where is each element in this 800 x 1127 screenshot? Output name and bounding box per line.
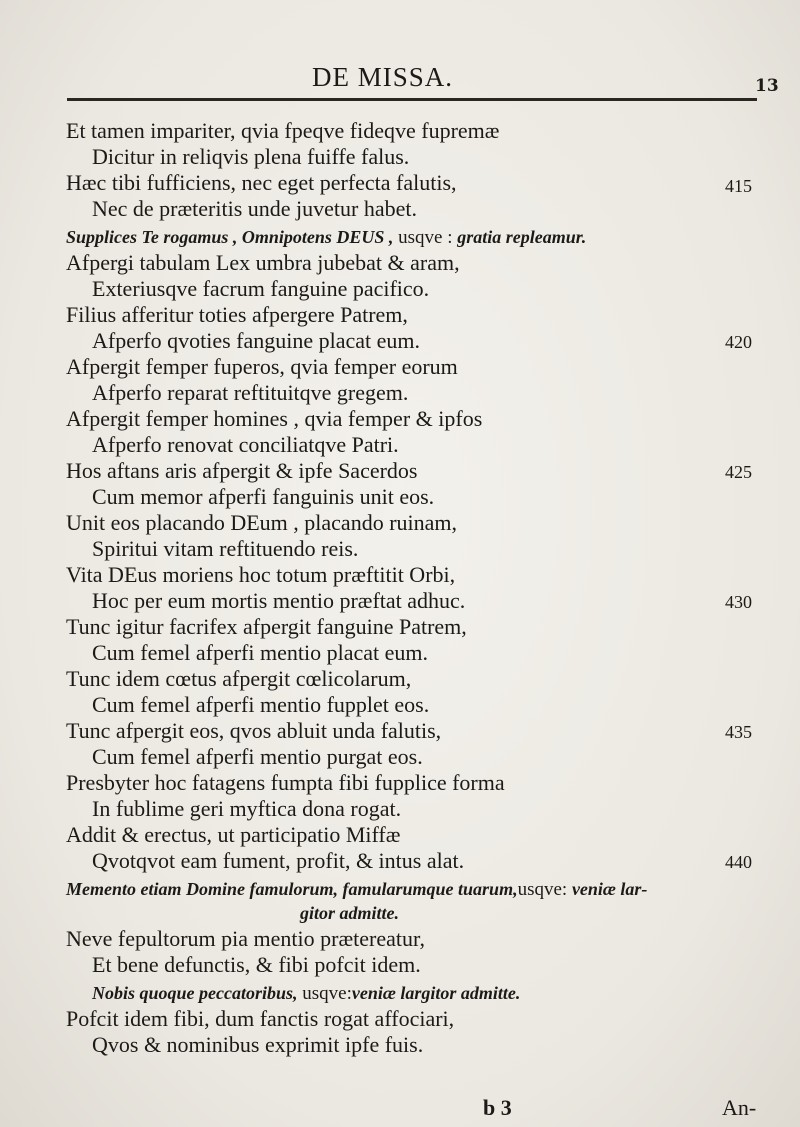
verse-line: Vita DEus moriens hoc totum præftitit Orbi,	[66, 562, 456, 587]
verse-line: Tunc idem cœtus afpergit cœlicolarum,	[66, 666, 412, 691]
header-rule	[67, 98, 757, 101]
verse-line: Spiritui vitam reftituendo reis.	[92, 536, 359, 561]
verse-line: Qvotqvot eam fument, profit, & intus alat.	[92, 848, 465, 873]
verse-line: Nec de præteritis unde juvetur habet.	[92, 196, 418, 221]
rubric-incipit: Memento etiam Domine famulorum, famularumque tuarum,	[66, 879, 518, 899]
line-number: 430	[725, 592, 752, 612]
rubric-usqve: usqve :	[393, 227, 458, 248]
verse-line: Afpergit femper fuperos, qvia femper eorum	[66, 354, 458, 379]
rubric-explicit: veniæ lar-	[571, 879, 648, 899]
line-number: 440	[725, 852, 752, 872]
verse-line: Tunc igitur facrifex afpergit fanguine Patrem,	[66, 614, 467, 639]
rubric-usqve: usqve:	[517, 879, 572, 900]
verse-line: Cum femel afperfi mentio fupplet eos.	[92, 692, 430, 717]
verse-line: Cum memor afperfi fanguinis unit eos.	[92, 484, 435, 509]
rubric-incipit: Nobis quoque peccatoribus,	[92, 983, 298, 1003]
line-number: 425	[725, 462, 752, 482]
verse-line: Tunc afpergit eos, qvos abluit unda falutis,	[66, 718, 442, 743]
verse-line: Afpergit femper homines , qvia femper & ipfos	[66, 406, 483, 431]
verse-line: Et bene defunctis, & fibi pofcit idem.	[92, 952, 421, 977]
rubric-incipit: Supplices Te rogamus , Omnipotens DEUS ,	[66, 227, 394, 247]
rubric-continuation: gitor admitte.	[300, 903, 399, 923]
verse-line: Dicitur in reliqvis plena fuiffe falus.	[92, 144, 410, 169]
catchword: An-	[722, 1095, 757, 1120]
verse-line: Hos aftans aris afpergit & ipfe Sacerdos	[66, 458, 418, 483]
verse-line: Afperfo qvoties fanguine placat eum.	[92, 328, 421, 353]
verse-line: In fublime geri myftica dona rogat.	[92, 796, 402, 821]
rubric-line	[92, 980, 520, 1007]
rubric-line	[66, 224, 586, 251]
signature-mark: b 3	[483, 1095, 512, 1120]
running-header	[0, 62, 800, 102]
verse-line: Afperfo reparat reftituitqve gregem.	[92, 380, 409, 405]
verse-line: Afpergi tabulam Lex umbra jubebat & aram,	[66, 250, 460, 275]
page-title: DE MISSA.	[312, 62, 454, 92]
verse-line: Cum femel afperfi mentio purgat eos.	[92, 744, 423, 769]
rubric-explicit: gratia repleamur.	[457, 227, 587, 247]
rubric-line	[66, 876, 647, 903]
verse-line: Neve fepultorum pia mentio prætereatur,	[66, 926, 425, 951]
line-number: 420	[725, 332, 752, 352]
line-number: 415	[725, 176, 752, 196]
verse-line: Hoc per eum mortis mentio præftat adhuc.	[92, 588, 466, 613]
verse-line: Afperfo renovat conciliatqve Patri.	[92, 432, 399, 457]
verse-line: Cum femel afperfi mentio placat eum.	[92, 640, 428, 665]
rubric-usqve: usqve:	[297, 983, 352, 1004]
verse-line: Exteriusqve facrum fanguine pacifico.	[92, 276, 430, 301]
verse-line: Addit & erectus, ut participatio Miffæ	[66, 822, 401, 847]
verse-line: Hæc tibi fufficiens, nec eget perfecta falutis,	[66, 170, 457, 195]
rubric-line	[300, 900, 399, 927]
line-number: 435	[725, 722, 752, 742]
verse-line: Pofcit idem fibi, dum fanctis rogat affociari,	[66, 1006, 455, 1031]
verse-line: Filius afferitur toties afpergere Patrem,	[66, 302, 408, 327]
page-number: 13	[755, 76, 779, 96]
verse-line: Et tamen impariter, qvia fpeqve fideqve fupremæ	[66, 118, 500, 143]
verse-line: Unit eos placando DEum , placando ruinam,	[66, 510, 458, 535]
verse-line: Qvos & nominibus exprimit ipfe fuis.	[92, 1032, 424, 1057]
rubric-explicit: veniæ largitor admitte.	[351, 983, 521, 1003]
verse-line: Presbyter hoc fatagens fumpta fibi fupplice forma	[66, 770, 505, 795]
